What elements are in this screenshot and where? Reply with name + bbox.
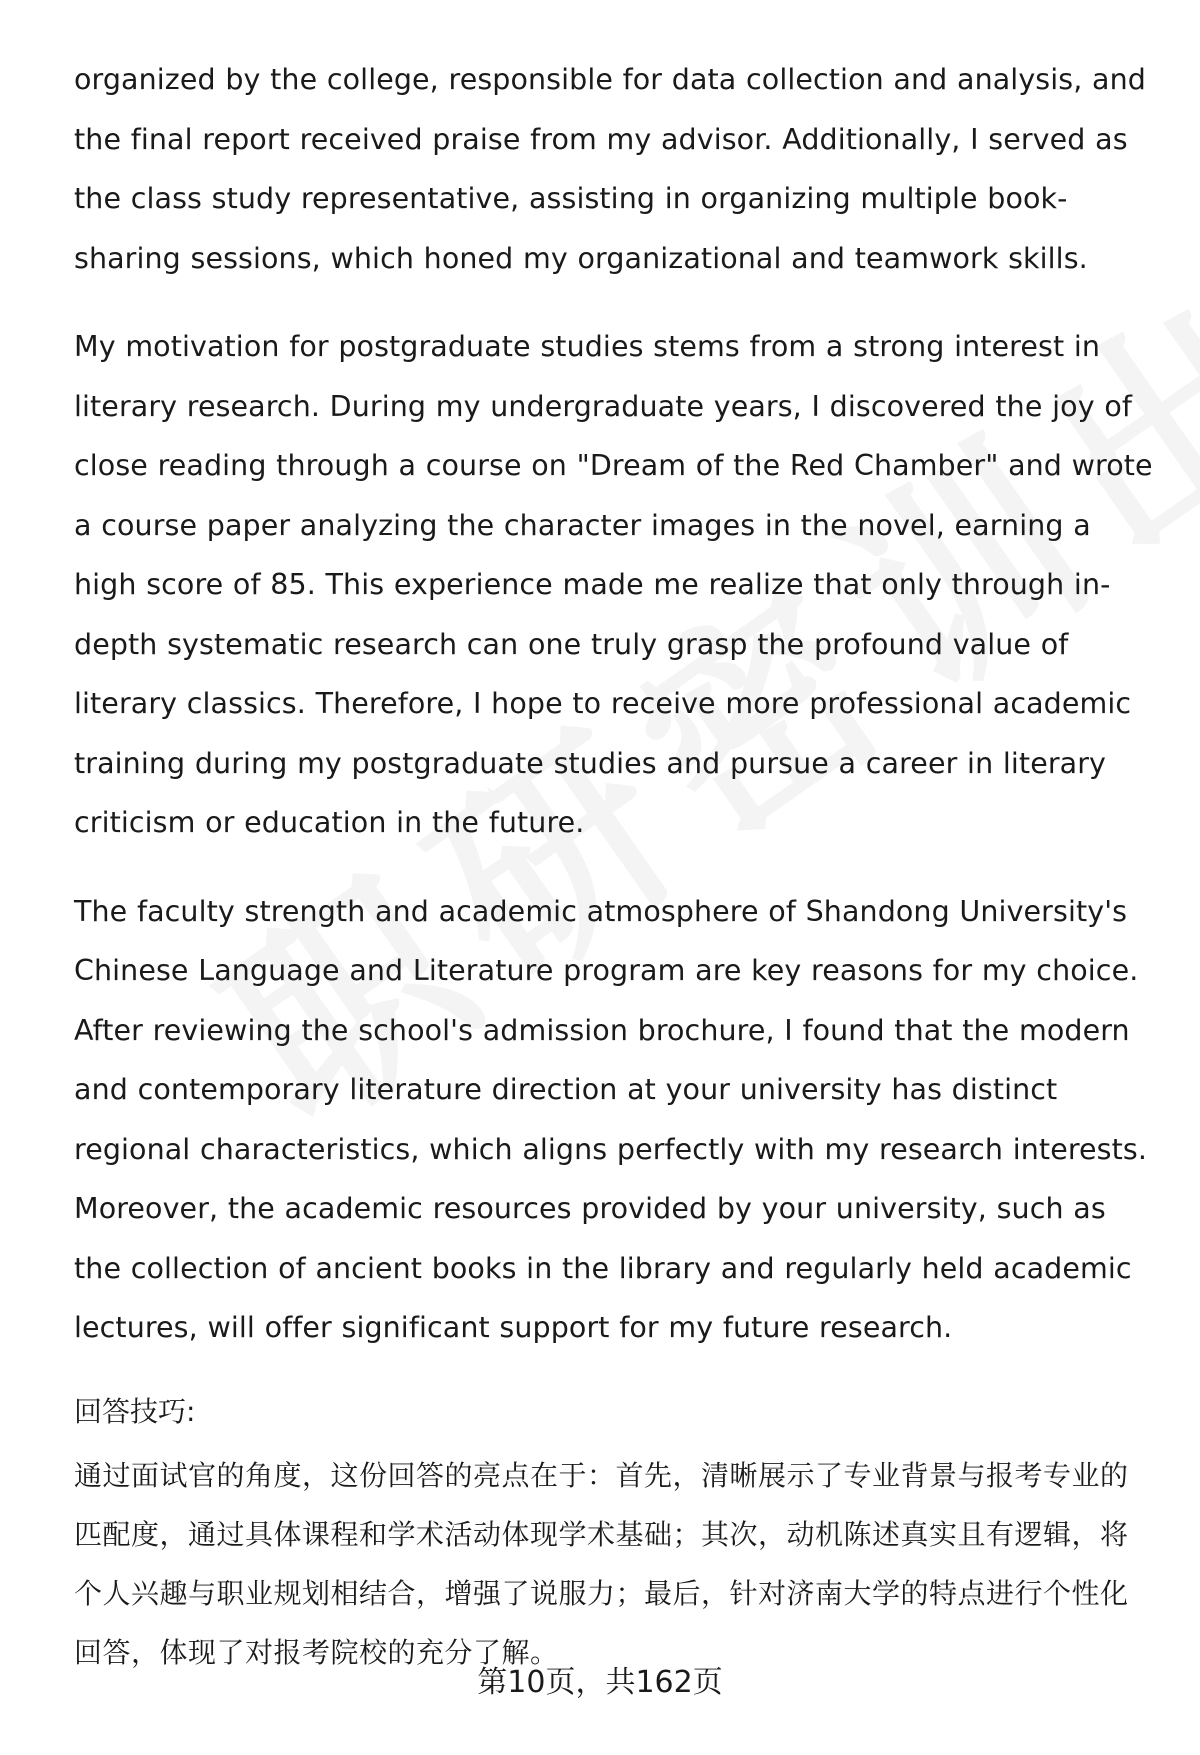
page-number: 第10页，共162页 — [477, 1665, 723, 1700]
tips-body: 通过面试官的角度，这份回答的亮点在于：首先，清晰展示了专业背景与报考专业的匹配度，通过具体课程和学术活动体现学术基础；其次，动机陈述真实且有逻辑，将个人兴趣与职业规划相结合，增强了说服力；最后，针对济南大学的特点进行个性化回答，体现了对报考院校的充分了解。 — [74, 1459, 1129, 1669]
paragraph-experience: organized by the college, responsible for data collection and analysis, and the final report received praise from my advisor. Additionally, I served as the class study representative, assisting in organizing multiple book-sharing sessions, which honed my organizational and teamwork skills. — [74, 63, 1146, 275]
main-content — [74, 50, 1154, 1387]
tips-title: 回答技巧: — [74, 1395, 196, 1428]
paragraph-motivation: My motivation for postgraduate studies stems from a strong interest in literary research. During my undergraduate years, I discovered the joy of close reading through a course on "Dream of the Red Chamber" and wrote a course paper analyzing the character images in the novel, earning a high score of 85. This experience made me realize that only through in-depth systematic research can one truly grasp the profound value of literary classics. Therefore, I hope to receive more professional academic training during my postgraduate studies and pursue a career in literary criticism or education in the future. — [74, 330, 1153, 839]
paragraph-school-choice: The faculty strength and academic atmosphere of Shandong University's Chinese Language and Literature program are key reasons for my choice. After reviewing the school's admission brochure, I found that the modern and contemporary literature direction at your university has distinct regional characteristics, which aligns perfectly with my research interests. Moreover, the academic resources provided by your university, such as the collection of ancient books in the library and regularly held academic lectures, will offer significant support for my future research. — [74, 894, 1148, 1344]
answer-tips-section — [74, 1392, 1154, 1682]
